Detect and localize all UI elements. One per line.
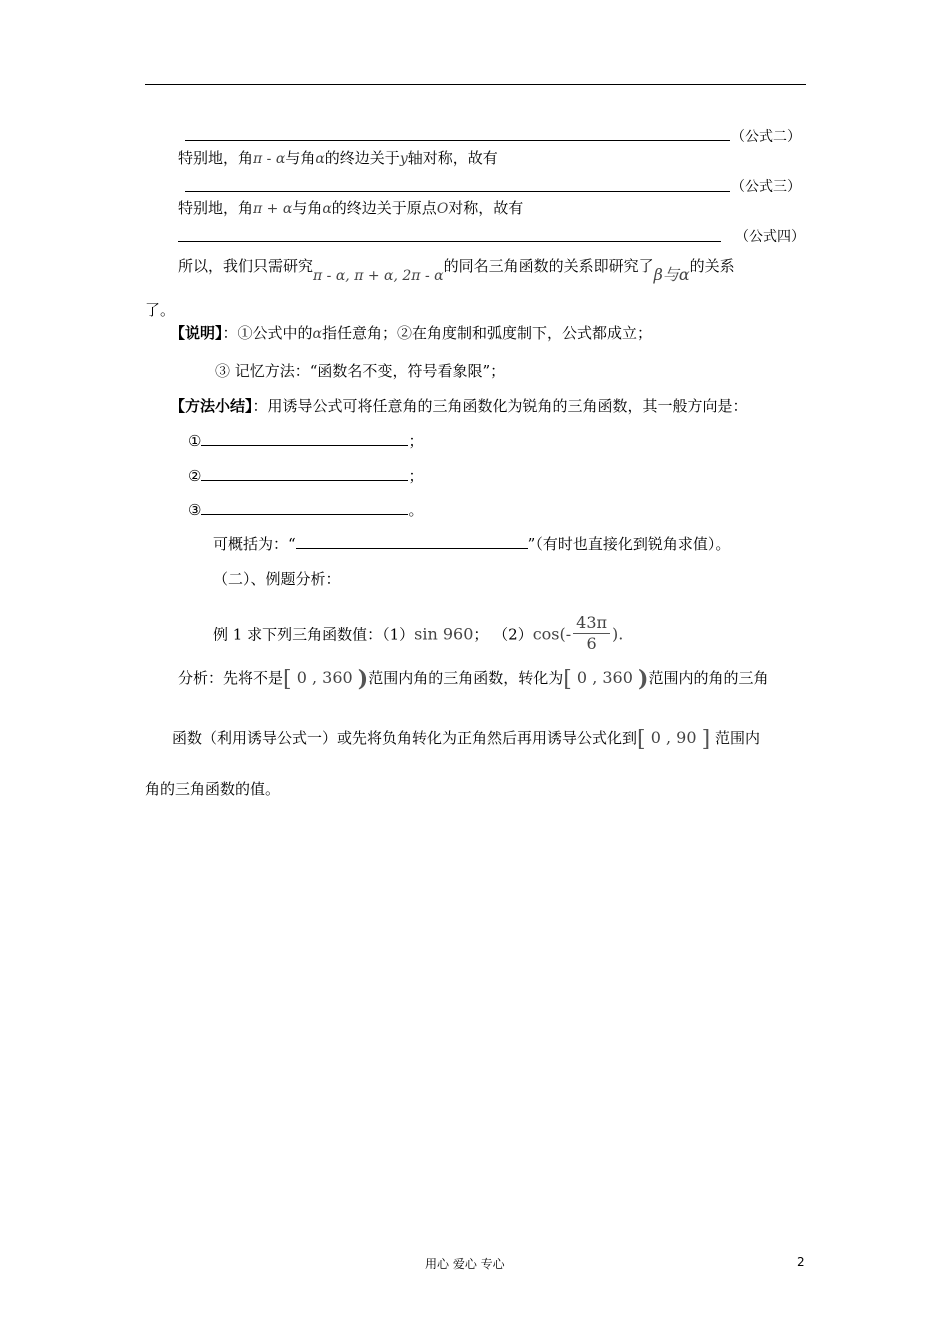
section-heading: （二）、例题分析： [213, 570, 341, 588]
special3-text: 特别地，角π + α与角α的终边关于原点O对称，故有 [178, 199, 524, 217]
formula3-blank [185, 177, 730, 192]
formula2-blank [185, 126, 730, 141]
formula4-blank [178, 227, 721, 242]
formula3-label: （公式三） [731, 179, 801, 195]
analysis-line-2: 函数（利用诱导公式一）或先将负角转化为正角然后再用诱导公式化到[ 0 , 90 ] 范围内 [172, 727, 760, 752]
item1-blank [201, 431, 408, 446]
analysis-line-3: 角的三角函数的值。 [145, 780, 281, 798]
method-item-1: ① ； [188, 432, 424, 450]
item2-blank [201, 466, 408, 481]
formula4-label: （公式四） [735, 229, 805, 245]
analysis-line-1: 分析：先将不是[ 0 , 360 )范围内角的三角函数，转化为[ 0 , 360 )范围内的角的三角 [178, 666, 769, 692]
note-line: 【说明】：①公式中的α指任意角；②在角度制和弧度制下，公式都成立； [170, 324, 653, 342]
note3-line: ③ 记忆方法：“函数名不变，符号看象限”； [215, 362, 506, 380]
formula2-label: （公式二） [731, 129, 801, 145]
page-number: 2 [797, 1255, 805, 1269]
summary-line: 可概括为：“ ”（有时也直接化到锐角求值）。 [213, 535, 731, 553]
formula4-line [178, 227, 721, 247]
special2-text: 特别地，角π - α与角α的终边关于y轴对称，故有 [178, 149, 498, 167]
method-item-3: ③ 。 [188, 501, 424, 519]
example1-fraction: $\frac{43\pi}{6}$ [573, 613, 610, 654]
so-text: 所以，我们只需研究π - α, π + α, 2π - α的同名三角函数的关系即研究了β与α的关系 [178, 257, 735, 284]
summary-blank [296, 534, 528, 549]
footer-motto: 用心 爱心 专心 [425, 1257, 505, 1271]
formula3-line [185, 177, 730, 197]
item3-blank [201, 500, 408, 515]
method-item-2: ② ； [188, 467, 424, 485]
formula2-line [185, 126, 730, 146]
so-text-end: 了。 [145, 301, 176, 319]
method-line: 【方法小结】：用诱导公式可将任意角的三角函数化为锐角的三角函数，其一般方向是： [170, 397, 748, 415]
header-rule [145, 84, 806, 85]
example1-line: 例 1 求下列三角函数值：（1）sin 960； （2）cos(- $\frac{43\pi}{6}$ ). [213, 613, 624, 653]
